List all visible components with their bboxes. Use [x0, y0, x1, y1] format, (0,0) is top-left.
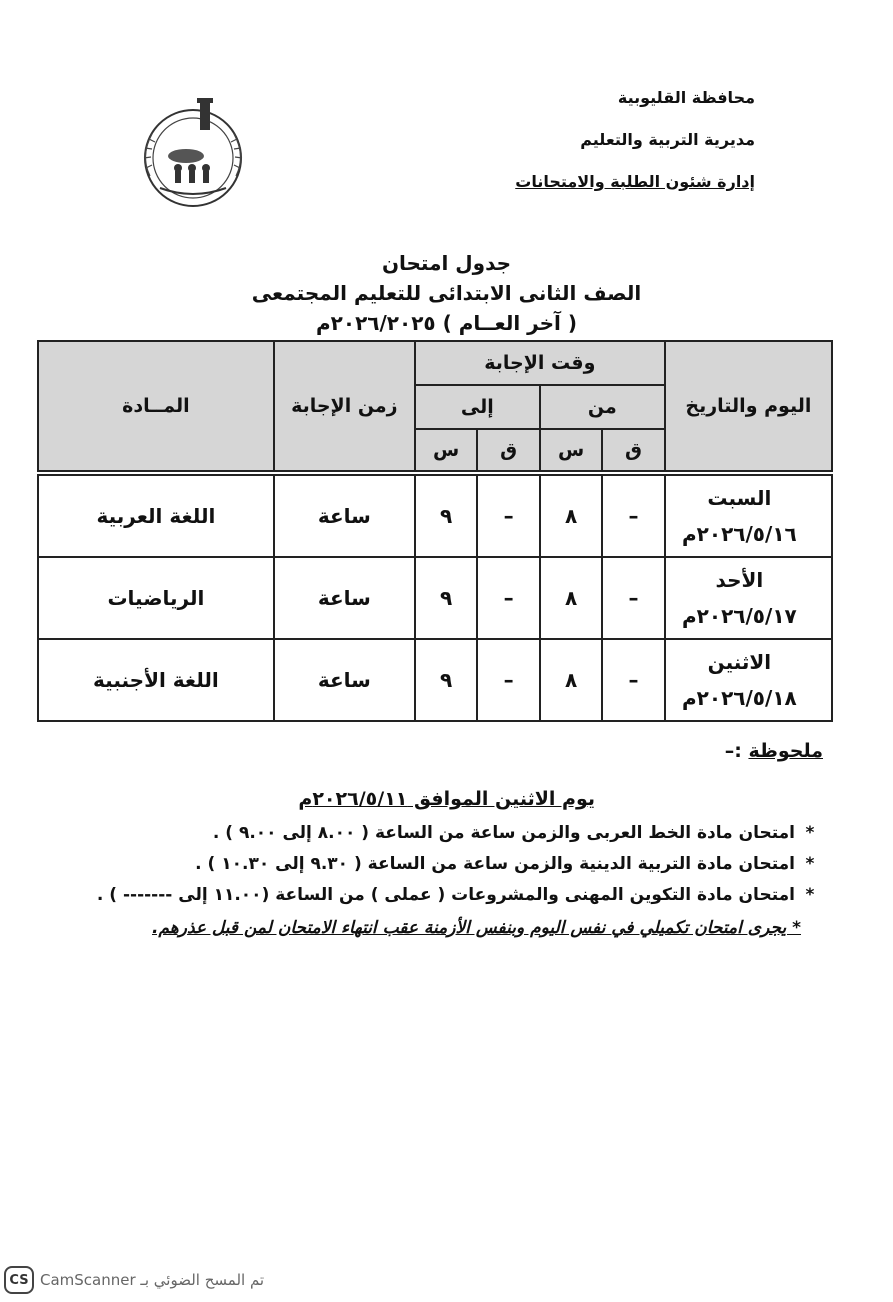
camscanner-footer-text: تم المسح الضوئي بـ CamScanner [40, 1271, 265, 1289]
from-minute-cell: – [602, 475, 664, 557]
notes-sub-date: يوم الاثنين الموافق ٢٠٢٦/٥/١١م [298, 788, 595, 810]
exam-date: ٢٠٢٦/٥/١٨م [682, 686, 797, 710]
title-line-3: ( آخر العــام ) ٢٠٢٦/٢٠٢٥م [316, 311, 577, 335]
day-date-cell [665, 557, 832, 639]
to-minute-cell: – [477, 639, 539, 721]
note-text: امتحان مادة التربية الدينية والزمن ساعة من الساعة ( ٩.٣٠ إلى ١٠.٣٠ ) . [195, 854, 795, 874]
list-item [65, 880, 825, 911]
to-hour-cell: ٩ [415, 557, 477, 639]
header-to-minute: ق [477, 429, 539, 471]
header-to-hour: س [415, 429, 477, 471]
header-from-hour: س [540, 429, 602, 471]
to-hour-cell: ٩ [415, 639, 477, 721]
day-date-cell [665, 639, 832, 721]
to-minute-cell: – [477, 475, 539, 557]
duration-cell: ساعة [274, 557, 415, 639]
header-duration: زمن الإجابة [274, 341, 415, 471]
to-minute-cell: – [477, 557, 539, 639]
subject-cell: اللغة العربية [38, 475, 274, 557]
note-text: امتحان مادة الخط العربى والزمن ساعة من الساعة ( ٨.٠٠ إلى ٩.٠٠ ) . [212, 823, 795, 843]
exam-date: ٢٠٢٦/٥/١٧م [682, 604, 797, 628]
from-hour-cell: ٨ [540, 639, 602, 721]
list-item [65, 849, 825, 880]
table-row [38, 557, 832, 639]
notes-heading [725, 740, 823, 762]
notes-list [65, 818, 825, 911]
header-from: من [540, 385, 665, 429]
department-label: إدارة شئون الطلبة والامتحانات [515, 172, 755, 191]
notes-title-suffix: :– [724, 740, 742, 762]
header-day-date: اليوم والتاريخ [665, 341, 832, 471]
header-from-minute: ق [602, 429, 664, 471]
duration-cell: ساعة [274, 639, 415, 721]
title-line-2: الصف الثانى الابتدائى للتعليم المجتمعى [251, 281, 642, 305]
final-note: * يجرى امتحان تكميلي في نفس اليوم وبنفس الأزمنة عقب انتهاء الامتحان لمن قبل عذرهم. [152, 918, 801, 938]
header-block [515, 84, 755, 210]
header-to: إلى [415, 385, 540, 429]
day-name: الاثنين [707, 650, 772, 674]
day-date-cell [665, 475, 832, 557]
notes-title: ملحوظة [748, 740, 823, 762]
header-answer-time: وقت الإجابة [415, 341, 665, 385]
header-subject: المــادة [38, 341, 274, 471]
note-text: امتحان مادة التكوين المهنى والمشروعات ( عملى ) من الساعة (١١.٠٠ إلى ------- ) . [96, 885, 795, 905]
duration-cell: ساعة [274, 475, 415, 557]
to-hour-cell: ٩ [415, 475, 477, 557]
exam-date: ٢٠٢٦/٥/١٦م [682, 522, 797, 546]
table-row [38, 639, 832, 721]
title-line-1: جدول امتحان [381, 251, 512, 275]
from-hour-cell: ٨ [540, 557, 602, 639]
camscanner-footer [4, 1266, 264, 1294]
subject-cell: الرياضيات [38, 557, 274, 639]
camscanner-logo-icon: CS [4, 1266, 34, 1294]
day-name: السبت [707, 486, 772, 510]
ministry-seal-icon [130, 96, 256, 210]
bullet-star: * [805, 854, 815, 874]
from-hour-cell: ٨ [540, 475, 602, 557]
table-row [38, 475, 832, 557]
day-name: الأحد [715, 568, 764, 592]
from-minute-cell: – [602, 557, 664, 639]
directorate-label: مديرية التربية والتعليم [580, 130, 755, 149]
subject-cell: اللغة الأجنبية [38, 639, 274, 721]
bullet-star: * [805, 885, 815, 905]
from-minute-cell: – [602, 639, 664, 721]
bullet-star: * [805, 823, 815, 843]
governorate-label: محافظة القليوبية [617, 88, 755, 107]
title-block [0, 248, 893, 338]
list-item [65, 818, 825, 849]
exam-schedule-table [37, 340, 833, 722]
